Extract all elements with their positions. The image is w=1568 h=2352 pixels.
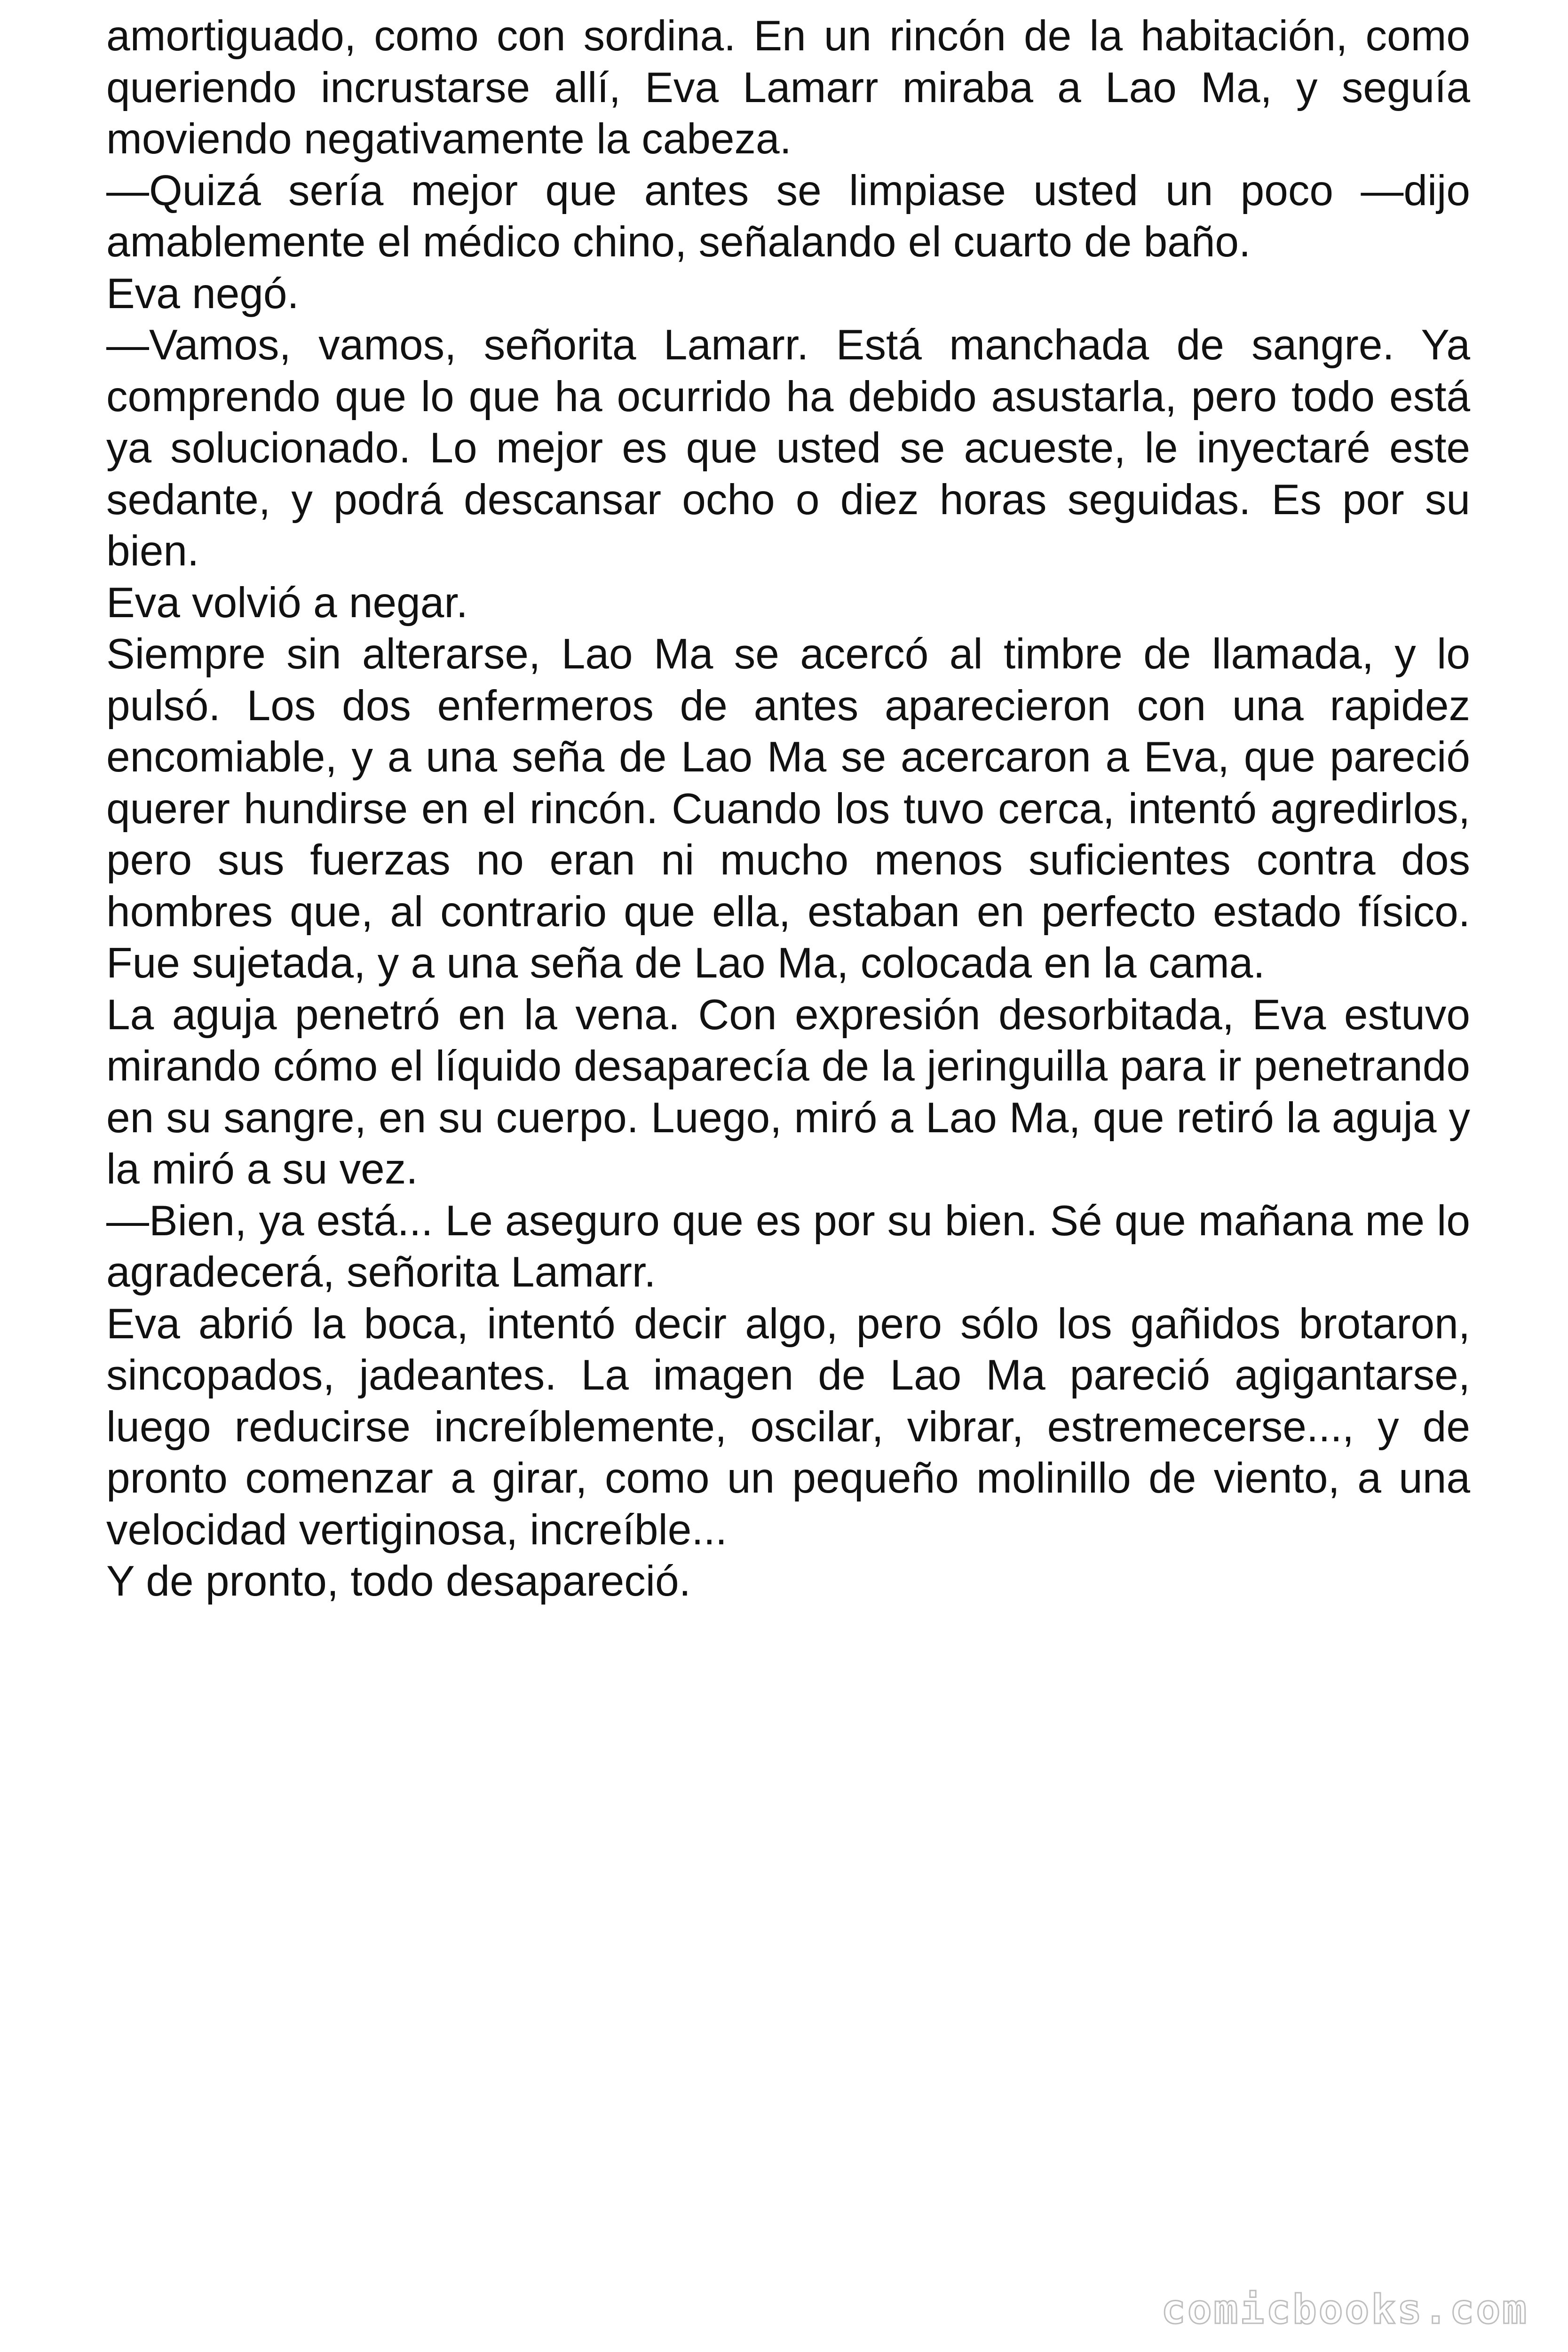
paragraph: —Bien, ya está... Le aseguro que es por su bien. Sé que mañana me lo agradecerá, señorita Lamarr.: [106, 1197, 1470, 1296]
paragraph: Eva negó.: [106, 270, 299, 318]
paragraph: amortiguado, como con sordina. En un rincón de la habitación, como queriendo incrustarse allí, Eva Lamarr miraba a Lao Ma, y seguía moviendo negativamente la cabeza.: [106, 12, 1470, 163]
page-text: [106, 10, 1470, 1607]
paragraph: La aguja penetró en la vena. Con expresión desorbitada, Eva estuvo mirando cómo el líquido desaparecía de la jeringuilla para ir penetrando en su sangre, en su cuerpo. Luego, miró a Lao Ma, que retiró la aguja y la miró a su vez.: [106, 991, 1470, 1193]
paragraph: —Vamos, vamos, señorita Lamarr. Está manchada de sangre. Ya comprendo que lo que ha ocurrido ha debido asustarla, pero todo está ya solucionado. Lo mejor es que usted se acueste, le inyectaré este sedante, y podrá descansar ocho o diez horas seguidas. Es por su bien.: [106, 321, 1470, 575]
paragraph: Siempre sin alterarse, Lao Ma se acercó al timbre de llamada, y lo pulsó. Los dos enfermeros de antes aparecieron con una rapidez encomiable, y a una seña de Lao Ma se acercaron a Eva, que pareció querer hundirse en el rincón. Cuando los tuvo cerca, intentó agredirlos, pero sus fuerzas no eran ni mucho menos suficientes contra dos hombres que, al contrario que ella, estaban en perfecto estado físico. Fue sujetada, y a una seña de Lao Ma, colocada en la cama.: [106, 630, 1470, 987]
watermark: comicbooks.com: [1161, 2286, 1528, 2333]
paragraph: —Quizá sería mejor que antes se limpiase usted un poco —dijo amablemente el médico chino, señalando el cuarto de baño.: [106, 167, 1470, 266]
paragraph: Eva abrió la boca, intentó decir algo, pero sólo los gañidos brotaron, sincopados, jadeantes. La imagen de Lao Ma pareció agigantarse, luego reducirse increíblemente, oscilar, vibrar, estremecerse..., y de pronto comenzar a girar, como un pequeño molinillo de viento, a una velocidad vertiginosa, increíble...: [106, 1300, 1470, 1554]
paragraph: Y de pronto, todo desapareció.: [106, 1557, 691, 1605]
paragraph: Eva volvió a negar.: [106, 579, 468, 627]
